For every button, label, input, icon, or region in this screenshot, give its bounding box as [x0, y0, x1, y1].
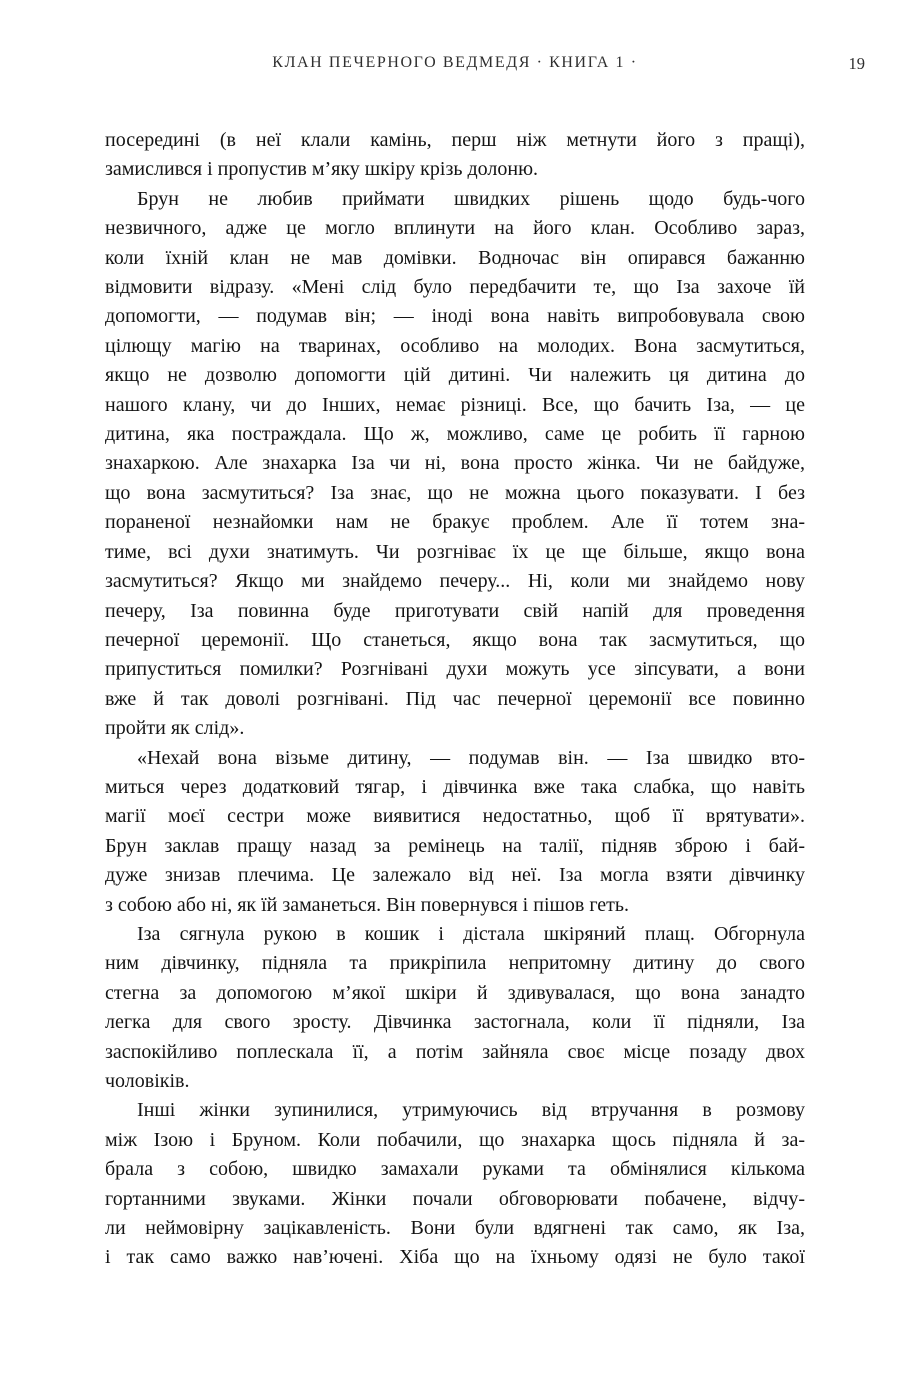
- text-line: незвичного, адже це могло вплинути на його клан. Особливо зараз,: [105, 217, 805, 240]
- text-line: допомогти, — подумав він; — іноді вона навіть випробовувала свою: [105, 305, 805, 328]
- paragraph: [105, 126, 805, 185]
- text-line: ним дівчинку, підняла та прикріпила непритомну дитину до свого: [105, 952, 805, 975]
- text-line: магії моєї сестри може виявитися недостатньо, щоб її врятувати».: [105, 805, 805, 828]
- text-line: між Ізою і Бруном. Коли побачили, що знахарка щось підняла й за-: [105, 1128, 805, 1151]
- running-head-title: КЛАН ПЕЧЕРНОГО ВЕДМЕДЯ · КНИГА 1 ·: [272, 54, 638, 71]
- text-line: ли неймовірну зацікавленість. Вони були вдягнені так само, як Іза,: [105, 1217, 805, 1240]
- text-line: брала з собою, швидко замахали руками та обмінялися кількома: [105, 1158, 805, 1181]
- text-line: заспокійливо поплескала її, а потім зайняла своє місце позаду двох: [105, 1040, 805, 1063]
- text-line: печерної церемонії. Що станеться, якщо вона так засмутиться, що: [105, 628, 805, 651]
- text-line: якщо не дозволю допомогти цій дитині. Чи належить ця дитина до: [105, 364, 805, 387]
- text-line: легка для свого зросту. Дівчинка застогнала, коли її підняли, Іза: [105, 1011, 805, 1034]
- text-line: дитина, яка постраждала. Що ж, можливо, саме це робить її гарною: [105, 423, 805, 446]
- text-line: Інші жінки зупинилися, утримуючись від втручання в розмову: [137, 1099, 805, 1122]
- text-line: Брун заклав пращу назад за ремінець на талії, підняв зброю і бай-: [105, 834, 805, 857]
- text-line: чоловіків.: [105, 1070, 190, 1092]
- text-line: дуже знизав плечима. Це залежало від неї. Іза могла взяти дівчинку: [105, 864, 805, 887]
- text-line: що вона засмутиться? Іза знає, що не можна цього показувати. І без: [105, 481, 805, 504]
- text-line: пройти як слід».: [105, 717, 245, 740]
- text-line: цілющу магію на тваринах, особливо на молодих. Вона засмутиться,: [105, 334, 805, 357]
- text-line: коли їхній клан не мав домівки. Водночас він опирався бажанню: [105, 246, 805, 269]
- text-line: «Нехай вона візьме дитину, — подумав він. — Іза швидко вто-: [137, 746, 805, 769]
- text-line: гортанними звуками. Жінки почали обговорювати побачене, відчу-: [105, 1187, 805, 1210]
- text-line: Брун не любив приймати швидких рішень щодо будь-чого: [137, 187, 805, 210]
- body-text: [105, 126, 805, 1273]
- text-line: Іза сягнула рукою в кошик і дістала шкіряний плащ. Обгорнула: [137, 922, 805, 945]
- text-line: вже й так доволі розгнівані. Під час печерної церемонії все повинно: [105, 687, 805, 710]
- text-line: припуститься помилки? Розгнівані духи можуть усе зіпсувати, а вони: [105, 658, 805, 681]
- text-line: стегна за допомогою м’якої шкіри й здивувалася, що вона занадто: [105, 981, 805, 1004]
- text-line: засмутиться? Якщо ми знайдемо печеру... Ні, коли ми знайдемо нову: [105, 570, 805, 593]
- text-line: з собою або ні, як їй заманеться. Він повернувся і пішов геть.: [105, 893, 630, 916]
- text-line: і так само важко нав’ючені. Хіба що на їхньому одязі не було такої: [105, 1246, 805, 1269]
- paragraph: [105, 185, 805, 744]
- text-line: тиме, всі духи знатимуть. Чи розгніває їх це ще більше, якщо вона: [105, 540, 805, 563]
- text-line: пораненої незнайомки нам не бракує проблем. Але її тотем зна-: [105, 511, 805, 534]
- paragraph: [105, 744, 805, 920]
- text-line: печеру, Іза повинна буде приготувати свій напій для проведення: [105, 599, 805, 622]
- text-line: нашого клану, чи до Інших, немає різниці. Все, що бачить Іза, — це: [105, 393, 805, 416]
- text-line: знахаркою. Але знахарка Іза чи ні, вона просто жінка. Чи не байдуже,: [105, 452, 805, 475]
- text-line: посередині (в неї клали камінь, перш ніж метнути його з пращі),: [105, 129, 805, 151]
- text-line: замислився і пропустив м’яку шкіру крізь долоню.: [105, 158, 539, 181]
- paragraph: [105, 1096, 805, 1272]
- text-line: миться через додатковий тягар, і дівчинка вже така слабка, що навіть: [105, 775, 805, 798]
- page-number: 19: [848, 54, 865, 73]
- paragraph: [105, 920, 805, 1096]
- text-line: відмовити відразу. «Мені слід було передбачити те, що Іза захоче їй: [105, 276, 805, 299]
